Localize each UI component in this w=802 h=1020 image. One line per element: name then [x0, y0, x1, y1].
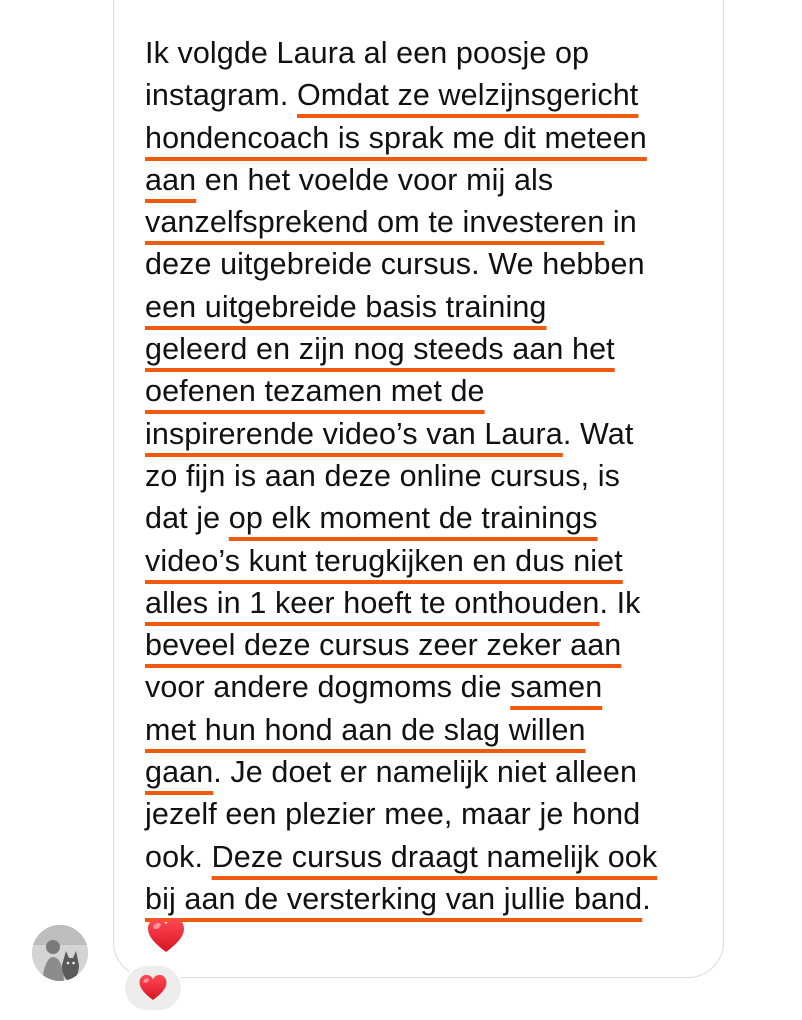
underlined-phrase: met hun hond aan de slag willen: [145, 712, 586, 747]
message-line: [145, 74, 705, 116]
underlined-phrase: gaan: [145, 755, 214, 790]
underlined-phrase: vanzelfsprekend om te investeren: [145, 205, 605, 240]
underlined-phrase: geleerd en zijn nog steeds aan het: [145, 332, 615, 367]
message-line: [145, 328, 705, 370]
underlined-phrase: inspirerende video’s van Laura: [145, 416, 563, 451]
message-line: [145, 413, 705, 455]
message-line: [145, 582, 705, 624]
message-line: [145, 243, 705, 285]
message-fragment: . Ik: [599, 585, 641, 620]
message-line: [145, 878, 705, 920]
message-line: [145, 455, 705, 497]
underlined-phrase: oefenen tezamen met de: [145, 374, 485, 409]
message-fragment: dat je: [145, 501, 229, 536]
message-fragment: instagram.: [145, 78, 297, 113]
underlined-phrase: beveel deze cursus zeer zeker aan: [145, 628, 622, 663]
sender-avatar[interactable]: [32, 925, 88, 981]
underlined-phrase: video’s kunt terugkijken en dus niet: [145, 543, 623, 578]
message-fragment: .: [642, 881, 651, 916]
message-line: [145, 751, 705, 793]
underlined-phrase: Deze cursus draagt namelijk ook: [211, 839, 658, 874]
message-line: [145, 370, 705, 412]
underlined-phrase: een uitgebreide basis training: [145, 289, 547, 324]
message-fragment: . Wat: [562, 416, 634, 451]
message-line: [145, 836, 705, 878]
message-line: [145, 666, 705, 708]
underlined-phrase: op elk moment de trainings: [228, 501, 598, 536]
message-line: [145, 201, 705, 243]
underlined-phrase: samen: [510, 670, 603, 705]
message-line: [145, 624, 705, 666]
message-line: [145, 540, 705, 582]
sender-avatar-photo-icon: [32, 925, 88, 981]
message-line: [145, 709, 705, 751]
message-line: [145, 117, 705, 159]
message-fragment: in: [604, 205, 637, 240]
message-line: [145, 32, 705, 74]
underlined-phrase: alles in 1 keer hoeft te onthouden: [145, 585, 600, 620]
message-line: [145, 793, 705, 835]
red-heart-emoji-icon: [146, 916, 186, 956]
message-line: [145, 497, 705, 539]
underlined-phrase: bij aan de versterking van jullie band: [145, 881, 643, 916]
underlined-phrase: aan: [145, 162, 197, 197]
message-line: [145, 286, 705, 328]
message-fragment: deze uitgebreide cursus. We hebben: [145, 247, 645, 282]
underlined-phrase: Omdat ze welzijnsgericht: [296, 78, 639, 113]
message-text: [145, 32, 705, 920]
underlined-phrase: hondencoach is sprak me dit meteen: [145, 120, 647, 155]
message-fragment: en het voelde voor mij als: [196, 162, 554, 197]
message-fragment: zo fijn is aan deze online cursus, is: [145, 458, 621, 493]
message-fragment: ook.: [145, 839, 212, 874]
message-fragment: jezelf een plezier mee, maar je hond: [145, 797, 641, 832]
heart-reaction-badge[interactable]: [123, 964, 183, 1012]
message-fragment: Ik volgde Laura al een poosje op: [145, 36, 590, 70]
red-heart-emoji-icon: [138, 973, 168, 1003]
message-fragment: voor andere dogmoms die: [145, 670, 511, 705]
message-fragment: . Je doet er namelijk niet alleen: [213, 755, 638, 790]
message-line: [145, 159, 705, 201]
